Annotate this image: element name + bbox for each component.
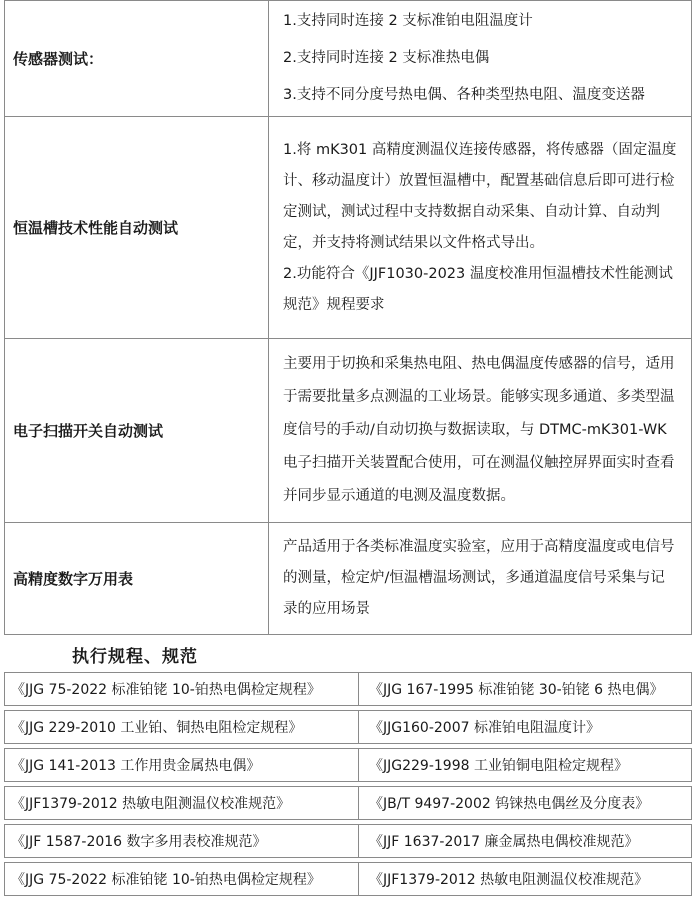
feature-row-thermostat <box>5 117 692 339</box>
standard-item: 《JJF1379-2012 热敏电阻测温仪校准规范》 <box>359 862 692 896</box>
feature-label: 电子扫描开关自动测试 <box>5 339 269 523</box>
standards-row <box>4 672 692 706</box>
feature-description <box>269 117 692 339</box>
feature-label: 传感器测试： <box>5 1 269 117</box>
feature-description <box>269 1 692 117</box>
standards-row <box>4 748 692 782</box>
feature-line: 主要用于切换和采集热电阻、热电偶温度传感器的信号，适用于需要批量多点测温的工业场景。能够实现多通道、多类型温度信号的手动/自动切换与数据读取，与 DTMC-mK301-WK 电子扫描开关装置配合使用，可在测温仪触控屏界面实时查看并同步显示通道的电测及温度数据。 <box>283 356 675 504</box>
standard-item: 《JJF 1637-2017 廉金属热电偶校准规范》 <box>359 824 692 858</box>
feature-label: 恒温槽技术性能自动测试 <box>5 117 269 339</box>
standard-item: 《JB/T 9497-2002 钨铼热电偶丝及分度表》 <box>359 786 692 820</box>
feature-line: 1.将 mK301 高精度测温仪连接传感器，将传感器（固定温度计、移动温度计）放置恒温槽中，配置基础信息后即可进行检定测试，测试过程中支持数据自动采集、自动计算、自动判定，并支持将测试结果以文件格式导出。 <box>283 141 677 251</box>
feature-description <box>269 339 692 523</box>
standard-item: 《JJG229-1998 工业铂铜电阻检定规程》 <box>359 748 692 782</box>
standard-item: 《JJG 167-1995 标准铂铑 30-铂铑 6 热电偶》 <box>359 672 692 706</box>
feature-line: 2.支持同时连接 2 支标准热电偶 <box>283 50 490 66</box>
feature-line: 2.功能符合《JJF1030-2023 温度校准用恒温槽技术性能测试规范》规程要求 <box>283 265 673 313</box>
standards-title: 执行规程、规范 <box>72 647 198 667</box>
feature-label: 高精度数字万用表 <box>5 523 269 635</box>
standard-item: 《JJG 141-2013 工作用贵金属热电偶》 <box>4 748 359 782</box>
feature-row-sensor <box>5 1 692 117</box>
feature-line: 产品适用于各类标准温度实验室，应用于高精度温度或电信号的测量，检定炉/恒温槽温场测试，多通道温度信号采集与记录的应用场景 <box>283 539 675 617</box>
standards-row <box>4 824 692 858</box>
standard-item: 《JJG 75-2022 标准铂铑 10-铂热电偶检定规程》 <box>4 672 359 706</box>
feature-line: 3.支持不同分度号热电偶、各种类型热电阻、温度变送器 <box>283 87 645 103</box>
standards-row <box>4 862 692 896</box>
feature-row-scanner <box>5 339 692 523</box>
standards-row <box>4 710 692 744</box>
standards-table <box>4 668 692 900</box>
standards-row <box>4 786 692 820</box>
standard-item: 《JJF 1587-2016 数字多用表校准规范》 <box>4 824 359 858</box>
standard-item: 《JJG160-2007 标准铂电阻温度计》 <box>359 710 692 744</box>
feature-description <box>269 523 692 635</box>
feature-row-multimeter <box>5 523 692 635</box>
standard-item: 《JJF1379-2012 热敏电阻测温仪校准规范》 <box>4 786 359 820</box>
standard-item: 《JJG 75-2022 标准铂铑 10-铂热电偶检定规程》 <box>4 862 359 896</box>
features-table <box>4 0 692 635</box>
standard-item: 《JJG 229-2010 工业铂、铜热电阻检定规程》 <box>4 710 359 744</box>
feature-line: 1.支持同时连接 2 支标准铂电阻温度计 <box>283 13 533 29</box>
